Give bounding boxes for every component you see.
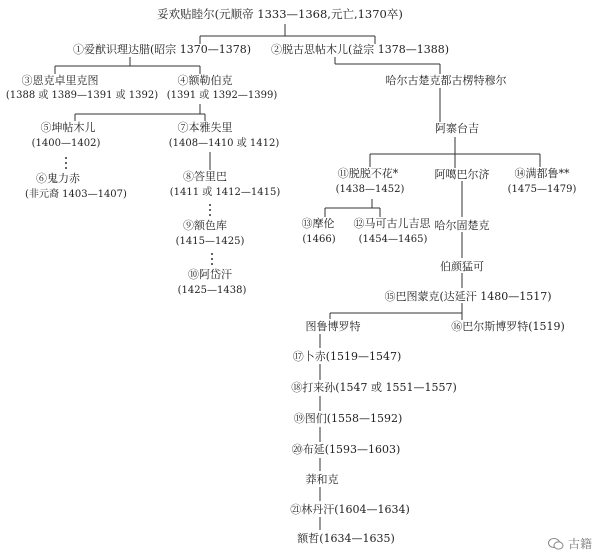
node-9: ⑨额色库 bbox=[183, 219, 227, 232]
node-4-dates: (1391 或 1392—1399) bbox=[166, 90, 278, 101]
node-hargoochug-2: 哈尔固楚克 bbox=[434, 219, 490, 232]
node-20: ⑳布延(1593—1603) bbox=[291, 443, 401, 456]
node-11: ⑪脱脱不花* bbox=[337, 167, 399, 180]
node-6: ⑥鬼力赤 bbox=[36, 172, 80, 185]
node-14: ⑭满都鲁** bbox=[514, 167, 570, 180]
node-19: ⑲图们(1558—1592) bbox=[293, 412, 403, 425]
wechat-icon bbox=[548, 537, 564, 551]
node-root: 妥欢贴睦尔(元顺帝 1333—1368,元亡,1370卒) bbox=[157, 7, 403, 21]
node-8-dates: (1411 或 1412—1415) bbox=[169, 187, 281, 198]
watermark bbox=[548, 535, 592, 552]
node-11-dates: (1438—1452) bbox=[335, 184, 405, 195]
node-17: ⑰卜赤(1519—1547) bbox=[292, 350, 402, 363]
node-4: ④额勒伯克 bbox=[177, 74, 233, 87]
node-12-dates: (1454—1465) bbox=[358, 234, 428, 245]
node-14-dates: (1475—1479) bbox=[507, 184, 577, 195]
node-7-dates: (1408—1410 或 1412) bbox=[168, 138, 280, 149]
node-10: ⑩阿岱汗 bbox=[188, 268, 232, 281]
node-10-dates: (1425—1438) bbox=[177, 285, 247, 296]
node-akbarji: 阿噶巴尔济 bbox=[434, 168, 490, 181]
node-turu-bolod: 图鲁博罗特 bbox=[305, 320, 361, 333]
node-8: ⑧答里巴 bbox=[183, 170, 227, 183]
node-2: ②脱古思帖木儿(益宗 1378—1388) bbox=[270, 43, 450, 56]
node-13-dates: (1466) bbox=[302, 234, 336, 245]
node-3: ③恩克卓里克图 bbox=[21, 74, 99, 87]
node-ajai-taiji: 阿寨台吉 bbox=[435, 122, 479, 135]
node-7: ⑦本雅失里 bbox=[177, 121, 233, 134]
node-manghuk: 莽和克 bbox=[305, 473, 339, 486]
node-5: ⑤坤帖木儿 bbox=[40, 121, 96, 134]
node-12: ⑫马可古儿吉思 bbox=[353, 217, 431, 230]
node-bayan-menggu: 伯颜猛可 bbox=[440, 260, 484, 273]
node-15: ⑮巴图蒙克(达延汗 1480—1517) bbox=[384, 290, 552, 303]
node-5-dates: (1400—1402) bbox=[31, 138, 101, 149]
node-13: ⑬摩伦 bbox=[301, 217, 335, 230]
node-3-dates: (1388 或 1389—1391 或 1392) bbox=[5, 90, 159, 101]
node-6-dates: (非元裔 1403—1407) bbox=[25, 189, 127, 200]
node-18: ⑱打来孙(1547 或 1551—1557) bbox=[291, 381, 457, 394]
node-hargoochug: 哈尔古楚克都古楞特穆尔 bbox=[385, 74, 507, 87]
node-9-dates: (1415—1425) bbox=[175, 236, 245, 247]
node-ejei: 额哲(1634—1635) bbox=[297, 532, 395, 545]
node-16: ⑯巴尔斯博罗特(1519) bbox=[451, 320, 565, 333]
node-21: ㉑林丹汗(1604—1634) bbox=[290, 503, 410, 516]
watermark-text: 古籍 bbox=[567, 537, 592, 551]
node-1: ①爱猷识理达腊(昭宗 1370—1378) bbox=[72, 43, 252, 56]
